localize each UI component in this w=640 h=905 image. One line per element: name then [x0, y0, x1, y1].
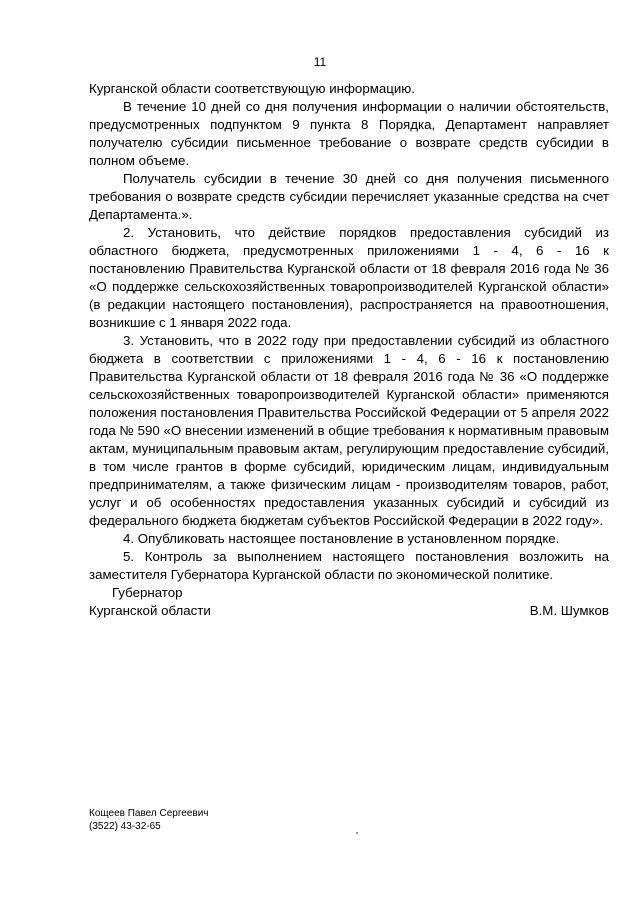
- paragraph-item-3: 3. Установить, что в 2022 году при предоставлении субсидий из областного бюджета в соответствии с приложениями 1 - 4, 6 - 16 к постановлению Правительства Курганской области от 18 февраля 2016 года № 36 «О поддержке сельскохозяйственных товаропроизводителей Курганской области» применяются положения постановления Правительства Российской Федерации от 5 апреля 2022 года № 590 «О внесении изменений в общие требования к нормативным правовым актам, муниципальным правовым актам, регулирующим предоставление субсидий, в том числе грантов в форме субсидий, юридическим лицам, индивидуальным предпринимателям, а также физическим лицам - производителям товаров, работ, услуг и об особенностях предоставления указанных субсидий и субсидий из федерального бюджета бюджетам субъектов Российской Федерации в 2022 году».: [89, 333, 609, 528]
- paragraph-item-2: 2. Установить, что действие порядков предоставления субсидий из областного бюджета, предусмотренных приложениями 1 - 4, 6 - 16 к постановлению Правительства Курганской области от 18 февраля 2016 года № 36 «О поддержке сельскохозяйственных товаропроизводителей Курганской области» (в редакции настоящего постановления), распространяется на правоотношения, возникшие с 1 января 2022 года.: [89, 225, 609, 330]
- paragraph: Получатель субсидии в течение 30 дней со дня получения письменного требования о возврате средств субсидии перечисляет указанные средства на счет Департамента.».: [89, 171, 609, 222]
- executor-block: [89, 807, 209, 833]
- executor-name: Кощеев Павел Сергеевич: [89, 808, 209, 819]
- paragraph-continuation: Курганской области соответствующую информацию.: [89, 81, 415, 96]
- document-body: [89, 80, 609, 584]
- scan-speck: [356, 832, 358, 834]
- executor-phone: (3522) 43-32-65: [89, 821, 161, 832]
- signatory-position-line2: Курганской области: [89, 603, 211, 618]
- signature-row: [89, 602, 609, 620]
- signature-block: [89, 584, 609, 620]
- signatory-name: В.М. Шумков: [529, 603, 609, 618]
- page-number: 11: [313, 55, 327, 69]
- paragraph-item-5: 5. Контроль за выполнением настоящего постановления возложить на заместителя Губернатора Курганской области по экономической политике.: [89, 549, 609, 582]
- paragraph: В течение 10 дней со дня получения информации о наличии обстоятельств, предусмотренных подпунктом 9 пункта 8 Порядка, Департамент направляет получателю субсидии письменное требование о возврате средств субсидии в полном объеме.: [89, 99, 609, 168]
- paragraph-item-4: 4. Опубликовать настоящее постановление в установленном порядке.: [123, 531, 560, 546]
- signatory-position-line1: Губернатор: [112, 585, 183, 600]
